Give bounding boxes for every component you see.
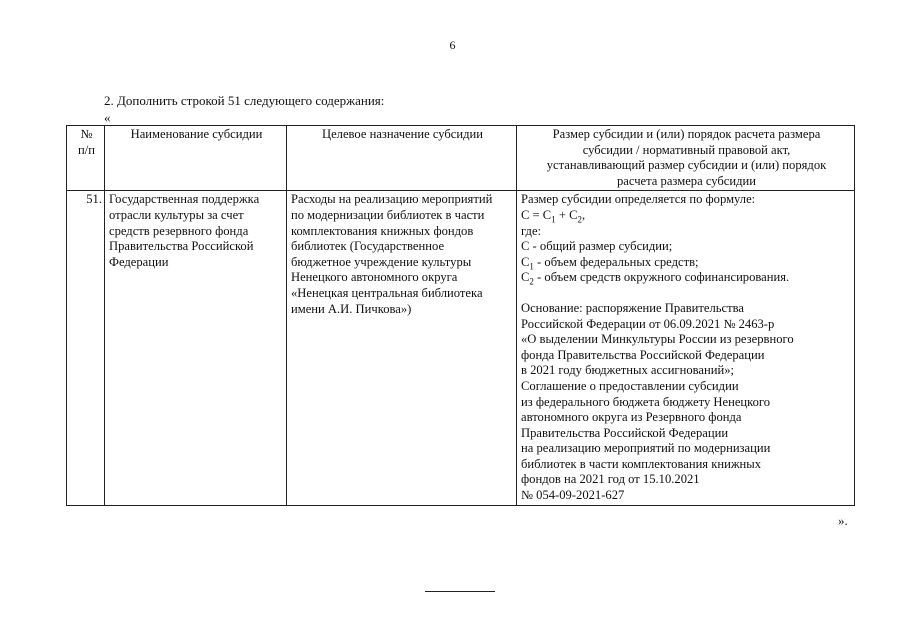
basis-line: автономного округа из Резервного фонда — [521, 410, 742, 425]
purpose-line: имени А.И. Пичкова») — [291, 301, 412, 316]
c1-text: - объем федеральных средств; — [533, 254, 699, 269]
basis-line: в 2021 году бюджетных ассигнований»; — [521, 363, 735, 378]
formula-where: где: — [521, 223, 542, 238]
header-subsidy-size — [517, 126, 855, 191]
c2-symbol: С — [521, 270, 530, 285]
basis-line: фонда Правительства Российской Федерации — [521, 347, 765, 362]
c2-text: - объем средств окружного софинансирования. — [533, 270, 790, 285]
name-line: отрасли культуры за счет — [109, 207, 244, 222]
basis-line: Правительства Российской Федерации — [521, 425, 729, 440]
purpose-line: комплектования книжных фондов — [291, 223, 474, 238]
formula — [521, 208, 852, 224]
header-size-line: расчета размера субсидии — [617, 173, 756, 188]
definition-c1 — [521, 255, 852, 271]
basis-line: на реализацию мероприятий по модернизации — [521, 441, 771, 456]
row-subsidy-name — [105, 191, 287, 505]
name-line: Правительства Российской — [109, 239, 254, 254]
subsidy-table — [66, 125, 855, 506]
header-subsidy-name: Наименование субсидии — [105, 126, 287, 191]
row-number: 51. — [67, 191, 105, 505]
purpose-line: Ненецкого автономного округа — [291, 270, 458, 285]
c1-symbol: С — [521, 254, 530, 269]
definition-c2 — [521, 270, 852, 286]
formula-plus: + С — [555, 207, 578, 222]
header-number-line2: п/п — [78, 142, 95, 157]
closing-quote: ». — [838, 513, 848, 528]
purpose-line: бюджетное учреждение культуры — [291, 254, 472, 269]
basis-line: из федерального бюджета бюджету Ненецкого — [521, 394, 771, 409]
basis-line: библиотек в части комплектования книжных — [521, 456, 762, 471]
basis-line: фондов на 2021 год от 15.10.2021 — [521, 472, 700, 487]
header-subsidy-purpose: Целевое назначение субсидии — [287, 126, 517, 191]
basis-line: № 054-09-2021-627 — [521, 488, 625, 503]
opening-quote: « — [104, 110, 111, 125]
formula-sub1: 1 — [551, 214, 556, 225]
formula-lhs: С = С — [521, 207, 552, 222]
formula-tail: , — [582, 207, 586, 222]
definition-c: С - общий размер субсидии; — [521, 239, 673, 254]
table-row — [67, 191, 855, 505]
purpose-line: библиотек (Государственное — [291, 239, 445, 254]
c2-subscript: 2 — [529, 276, 534, 287]
basis-line: Соглашение о предоставлении субсидии — [521, 378, 739, 393]
header-number — [67, 126, 105, 191]
header-size-line: устанавливающий размер субсидии и (или) порядок — [546, 158, 827, 173]
formula-sub2: 2 — [577, 214, 583, 225]
footer-rule — [425, 591, 495, 592]
paragraph-gap — [521, 286, 852, 301]
header-number-line1: № — [80, 127, 93, 141]
row-subsidy-size — [517, 191, 855, 505]
name-line: Государственная поддержка — [109, 192, 260, 207]
c1-subscript: 1 — [529, 261, 534, 272]
header-size-line: субсидии / нормативный правовой акт, — [582, 142, 791, 157]
table-header-row — [67, 126, 855, 191]
amendment-intro: 2. Дополнить строкой 51 следующего содержания: — [104, 93, 385, 108]
header-size-line: Размер субсидии и (или) порядок расчета размера — [552, 127, 821, 141]
purpose-line: Расходы на реализацию мероприятий — [291, 192, 493, 207]
basis-line: Основание: распоряжение Правительства — [521, 300, 745, 315]
purpose-line: по модернизации библиотек в части — [291, 207, 485, 222]
page-number: 6 — [449, 38, 456, 52]
basis-line: Российской Федерации от 06.09.2021 № 2463-р — [521, 316, 775, 331]
name-line: Федерации — [109, 254, 169, 269]
name-line: средств резервного фонда — [109, 223, 249, 238]
purpose-line: «Ненецкая центральная библиотека — [291, 285, 483, 300]
formula-intro: Размер субсидии определяется по формуле: — [521, 192, 756, 207]
row-subsidy-purpose — [287, 191, 517, 505]
basis-line: «О выделении Минкультуры России из резервного — [521, 332, 794, 347]
